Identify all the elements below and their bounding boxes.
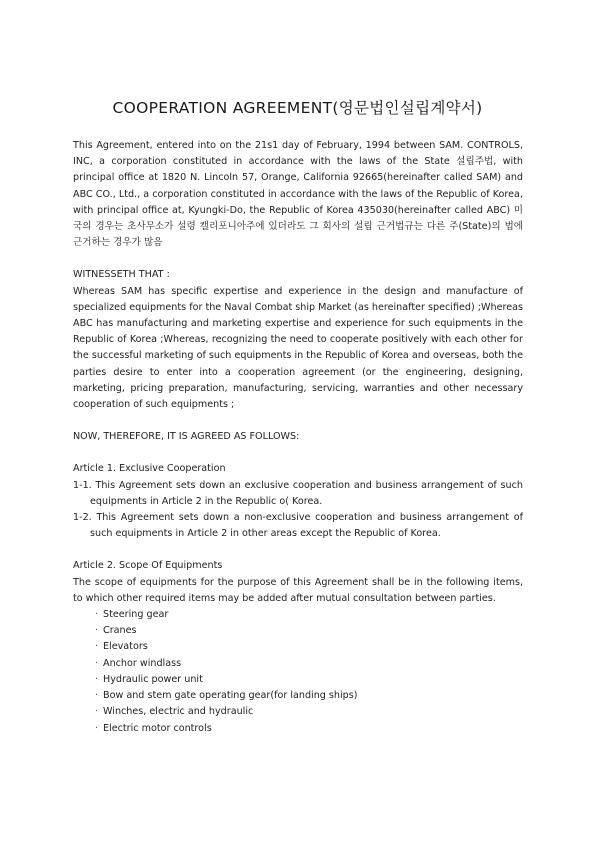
witnesseth-paragraph: Whereas SAM has specific expertise and experience in the design and manufacture of specialized equipments for the Naval Combat ship Market (as hereinafter specified) ;Whereas ABC has manufacturing and marketing expertise and experience for such equipments in the Republic of Korea ;Whereas, recognizing the need to cooperate positively with each other for the successful marketing of such equipments in the Republic of Korea and overseas, both the parties desire to enter into a cooperation agreement (or the engineering, designing, marketing, pricing preparation, manufacturing, servicing, warranties and other necessary cooperation of such equipments ; [73, 285, 523, 411]
equipment-list-item [73, 672, 523, 688]
equipment-label: Steering gear [103, 609, 169, 621]
document-body [73, 138, 523, 737]
equipment-label: Elevators [103, 641, 148, 653]
equipment-list-item [73, 607, 523, 623]
equipment-list-item [73, 623, 523, 639]
agreed-heading: NOW, THEREFORE, IT IS AGREED AS FOLLOWS: [73, 431, 300, 443]
equipment-list-item [73, 704, 523, 720]
bullet-icon: · [95, 690, 99, 702]
equipment-list-item [73, 656, 523, 672]
intro-paragraph: This Agreement, entered into on the 21s1 day of February, 1994 between SAM. CONTROLS, INC, a corporation constituted in accordance with the laws of the State 설립주법, with principal office at 1820 N. Lincoln 57, Orange, California 92665(hereinafter called SAM) and ABC CO., Ltd., a corporation constituted in accordance with the laws of the Republic of Korea, with principal office at, Kyungki-Do, the Republic of Korea 435030(hereinafter called ABC) 미국의 경우는 초사무소가 설령 캘리포니아주에 있더라도 그 회사의 설립 근거법규는 다른 주(State)의 법에 근거하는 경우가 많음 [73, 140, 523, 249]
spacer [73, 445, 523, 461]
article-2-heading: Article 2. Scope Of Equipments [73, 560, 223, 572]
spacer [73, 542, 523, 558]
equipment-list [73, 607, 523, 737]
bullet-icon: · [95, 625, 99, 637]
equipment-list-item [73, 688, 523, 704]
article-1-item: 1-1. This Agreement sets down an exclusive cooperation and business arrangement of such equipments in Article 2 in the Republic o( Korea. [73, 479, 523, 507]
bullet-icon: · [95, 657, 99, 669]
bullet-icon: · [95, 641, 99, 653]
equipment-label: Hydraulic power unit [103, 673, 203, 685]
equipment-list-item [73, 721, 523, 737]
article-1-item: 1-2. This Agreement sets down a non-exclusive cooperation and business arrangement of such equipments in Article 2 in other areas except the Republic of Korea. [73, 512, 523, 540]
bullet-icon: · [95, 609, 99, 621]
bullet-icon: · [95, 722, 99, 734]
equipment-label: Anchor windlass [103, 657, 182, 669]
equipment-label: Electric motor controls [103, 722, 212, 734]
article-2-paragraph: The scope of equipments for the purpose of this Agreement shall be in the following items, to which other required items may be added after mutual consultation between parties. [73, 576, 523, 604]
spacer [73, 413, 523, 429]
spacer [73, 251, 523, 267]
document-title: COOPERATION AGREEMENT(영문법인설립계약서) [112, 99, 483, 117]
equipment-list-item [73, 639, 523, 655]
article-1-heading: Article 1. Exclusive Cooperation [73, 463, 226, 475]
bullet-icon: · [95, 673, 99, 685]
equipment-label: Bow and stem gate operating gear(for landing ships) [103, 690, 358, 702]
witnesseth-heading: WITNESSETH THAT : [73, 269, 170, 281]
bullet-icon: · [95, 706, 99, 718]
equipment-label: Cranes [103, 625, 137, 637]
equipment-label: Winches, electric and hydraulic [103, 706, 254, 718]
